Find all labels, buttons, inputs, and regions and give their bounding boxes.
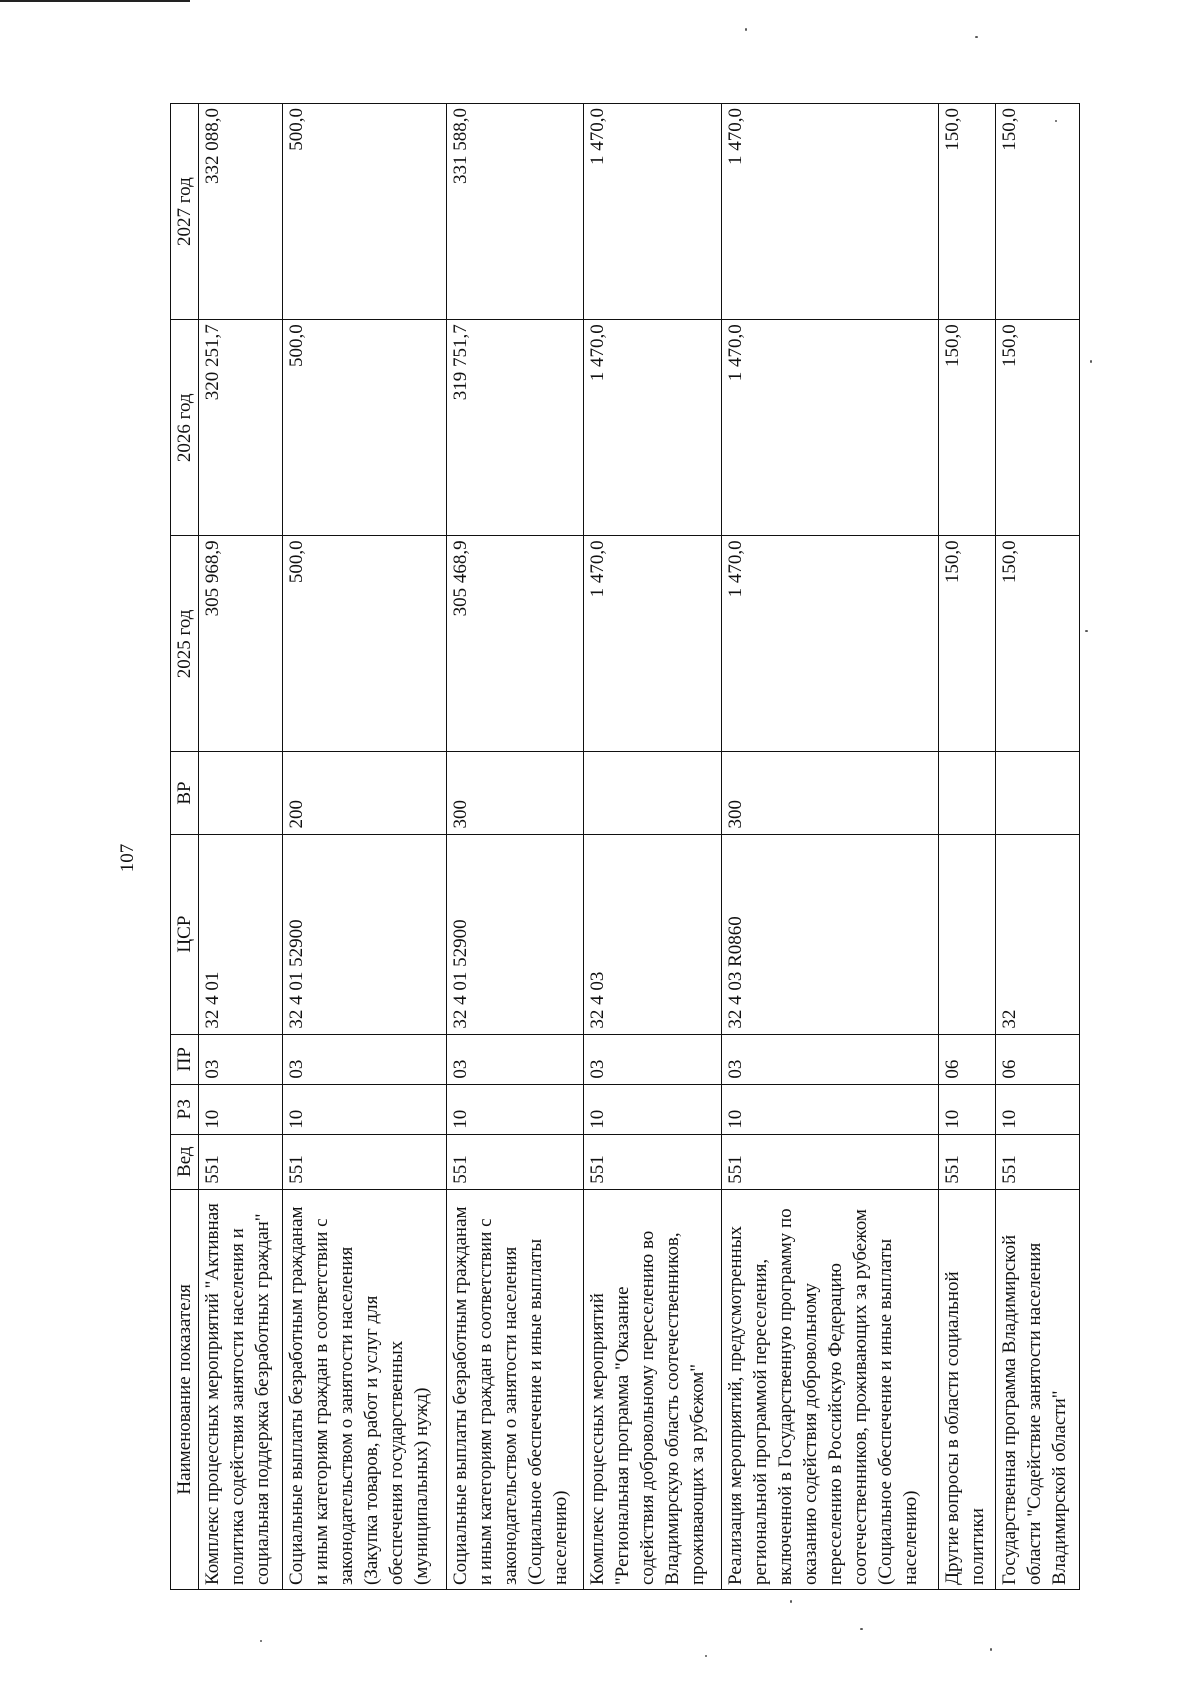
- cell-2025: 150,0: [939, 536, 996, 752]
- table-row: [199, 104, 283, 1590]
- cell-2026: 1 470,0: [584, 320, 721, 536]
- cell-ved: 551: [584, 1134, 721, 1189]
- cell-pr: 03: [584, 1034, 721, 1084]
- cell-2027: 150,0: [996, 104, 1080, 320]
- cell-pr: 03: [446, 1034, 583, 1084]
- cell-csr: 32 4 03: [584, 834, 721, 1034]
- cell-name: Государственная программа Владимирской области "Содействие занятости населения Владимирской области": [996, 1189, 1080, 1589]
- table-row: [446, 104, 583, 1590]
- cell-2025: 500,0: [282, 536, 446, 752]
- cell-csr: 32 4 03 R0860: [721, 834, 939, 1034]
- scan-speck: [1085, 630, 1088, 632]
- header-name: Наименование показателя: [171, 1189, 199, 1589]
- cell-name: Комплекс процессных мероприятий "Активная политика содействия занятости населения и социальная поддержка безработных граждан": [199, 1189, 283, 1589]
- cell-csr: 32 4 01 52900: [446, 834, 583, 1034]
- cell-rz: 10: [282, 1084, 446, 1134]
- scan-speck: [1055, 120, 1057, 122]
- cell-rz: 10: [996, 1084, 1080, 1134]
- table-row: [282, 104, 446, 1590]
- scan-speck: [975, 36, 978, 38]
- cell-2026: 150,0: [939, 320, 996, 536]
- cell-csr: 32: [996, 834, 1080, 1034]
- cell-2026: 150,0: [996, 320, 1080, 536]
- page-number: 107: [117, 843, 138, 873]
- cell-vr: 200: [282, 752, 446, 834]
- header-rz: РЗ: [171, 1084, 199, 1134]
- cell-vr: 300: [721, 752, 939, 834]
- cell-pr: 03: [199, 1034, 283, 1084]
- cell-vr: 300: [446, 752, 583, 834]
- header-pr: ПР: [171, 1034, 199, 1084]
- cell-ved: 551: [282, 1134, 446, 1189]
- cell-2027: 332 088,0: [199, 104, 283, 320]
- cell-2026: 319 751,7: [446, 320, 583, 536]
- cell-2026: 1 470,0: [721, 320, 939, 536]
- cell-rz: 10: [584, 1084, 721, 1134]
- cell-2025: 1 470,0: [721, 536, 939, 752]
- cell-pr: 06: [996, 1034, 1080, 1084]
- cell-name: Реализация мероприятий, предусмотренных региональной программой переселения, включенной в Государственную программу по оказанию содействия добровольному переселению в Российскую Федерацию соотечественников, проживающих за рубежом (Социальное обеспечение и иные выплаты населению): [721, 1189, 939, 1589]
- cell-vr: [199, 752, 283, 834]
- cell-vr: [584, 752, 721, 834]
- cell-pr: 03: [282, 1034, 446, 1084]
- cell-rz: 10: [199, 1084, 283, 1134]
- cell-csr: 32 4 01: [199, 834, 283, 1034]
- cell-ved: 551: [996, 1134, 1080, 1189]
- cell-2027: 331 588,0: [446, 104, 583, 320]
- table-row: [939, 104, 996, 1590]
- scan-speck: [790, 1600, 792, 1603]
- cell-csr: 32 4 01 52900: [282, 834, 446, 1034]
- cell-rz: 10: [446, 1084, 583, 1134]
- header-vr: ВР: [171, 752, 199, 834]
- cell-name: Социальные выплаты безработным гражданам и иным категориям граждан в соответствии с законодательством о занятости населения (Социальное обеспечение и иные выплаты населению): [446, 1189, 583, 1589]
- cell-2026: 320 251,7: [199, 320, 283, 536]
- cell-name: Другие вопросы в области социальной политики: [939, 1189, 996, 1589]
- cell-name: Комплекс процессных мероприятий "Региональная программа "Оказание содействия добровольному переселению во Владимирскую область соотечественников, проживающих за рубежом": [584, 1189, 721, 1589]
- scan-speck: [260, 1640, 262, 1642]
- header-2025: 2025 год: [171, 536, 199, 752]
- cell-name: Социальные выплаты безработным гражданам и иным категориям граждан в соответствии с законодательством о занятости населения (Закупка товаров, работ и услуг для обеспечения государственных (муниципальных) нужд): [282, 1189, 446, 1589]
- cell-rz: 10: [721, 1084, 939, 1134]
- cell-pr: 03: [721, 1034, 939, 1084]
- cell-vr: [996, 752, 1080, 834]
- scan-speck: [860, 1628, 863, 1630]
- cell-ved: 551: [446, 1134, 583, 1189]
- budget-table-sheet: [170, 103, 1080, 1590]
- scan-speck: [745, 28, 747, 31]
- header-2027: 2027 год: [171, 104, 199, 320]
- cell-vr: [939, 752, 996, 834]
- top-left-rule: [0, 0, 190, 2]
- table-row: [996, 104, 1080, 1590]
- scan-speck: [705, 1655, 707, 1657]
- cell-2025: 305 468,9: [446, 536, 583, 752]
- header-csr: ЦСР: [171, 834, 199, 1034]
- cell-2027: 1 470,0: [584, 104, 721, 320]
- table-row: [584, 104, 721, 1590]
- cell-2025: 305 968,9: [199, 536, 283, 752]
- cell-2025: 150,0: [996, 536, 1080, 752]
- cell-rz: 10: [939, 1084, 996, 1134]
- cell-2027: 500,0: [282, 104, 446, 320]
- cell-ved: 551: [939, 1134, 996, 1189]
- cell-2027: 1 470,0: [721, 104, 939, 320]
- scan-speck: [1090, 360, 1092, 363]
- cell-pr: 06: [939, 1034, 996, 1084]
- scan-speck: [990, 1648, 992, 1651]
- cell-csr: [939, 834, 996, 1034]
- header-row: [171, 104, 199, 1590]
- budget-table: [170, 103, 1080, 1590]
- cell-2027: 150,0: [939, 104, 996, 320]
- header-ved: Вед: [171, 1134, 199, 1189]
- header-2026: 2026 год: [171, 320, 199, 536]
- table-row: [721, 104, 939, 1590]
- cell-2026: 500,0: [282, 320, 446, 536]
- cell-ved: 551: [199, 1134, 283, 1189]
- cell-ved: 551: [721, 1134, 939, 1189]
- cell-2025: 1 470,0: [584, 536, 721, 752]
